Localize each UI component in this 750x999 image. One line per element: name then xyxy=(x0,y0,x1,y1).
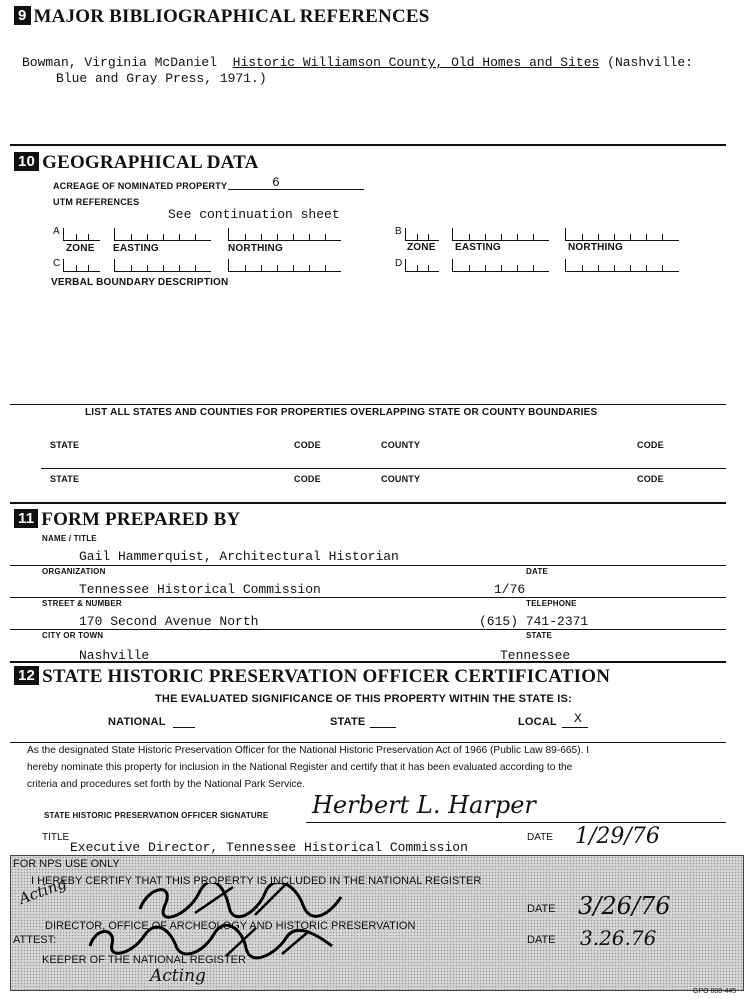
acting-note: Acting xyxy=(16,874,69,908)
divider xyxy=(10,404,726,405)
utm-zone-box xyxy=(63,259,100,272)
section-number: 11 xyxy=(14,509,38,528)
state-label: STATE xyxy=(50,440,80,450)
easting-label: EASTING xyxy=(455,242,501,253)
reference-author: Bowman, Virginia McDaniel xyxy=(22,55,218,70)
section-title: STATE HISTORIC PRESERVATION OFFICER CERTIFICATION xyxy=(42,666,611,687)
county-label: COUNTY xyxy=(381,440,421,450)
state-label: STATE xyxy=(526,631,553,640)
title-label: TITLE xyxy=(42,832,70,843)
nps-date-label: DATE xyxy=(527,903,556,915)
name-title-label: NAME / TITLE xyxy=(42,534,97,543)
reference-line-1 xyxy=(22,55,693,70)
utm-easting-box xyxy=(452,228,549,241)
section-title: GEOGRAPHICAL DATA xyxy=(42,152,259,173)
code-label: CODE xyxy=(637,474,664,484)
organization-value: Tennessee Historical Commission xyxy=(79,582,321,597)
street-value: 170 Second Avenue North xyxy=(79,614,259,629)
city-value: Nashville xyxy=(79,648,150,663)
acting-keeper-note: Acting xyxy=(150,966,206,986)
section-number: 10 xyxy=(14,152,39,171)
street-label: STREET & NUMBER xyxy=(42,599,122,608)
utm-note: See continuation sheet xyxy=(168,207,340,222)
divider xyxy=(41,468,726,469)
acreage-label: ACREAGE OF NOMINATED PROPERTY xyxy=(53,181,228,191)
evaluated-label: THE EVALUATED SIGNIFICANCE OF THIS PROPERTY WITHIN THE STATE IS: xyxy=(155,693,572,705)
signature-line xyxy=(306,822,726,823)
section-11-heading xyxy=(14,509,240,531)
shpo-signature: Herbert L. Harper xyxy=(312,791,536,819)
northing-label: NORTHING xyxy=(228,243,283,254)
section-number: 12 xyxy=(14,666,39,685)
zone-label: ZONE xyxy=(66,243,95,254)
national-blank xyxy=(173,727,195,728)
state-label: STATE xyxy=(50,474,80,484)
utm-label: UTM REFERENCES xyxy=(53,197,140,207)
reference-title: Historic Williamson County, Old Homes and Sites xyxy=(232,55,600,70)
section-12-heading xyxy=(14,666,610,688)
local-level-label: LOCAL xyxy=(518,716,557,728)
section-10-heading xyxy=(14,152,259,174)
utm-northing-box xyxy=(565,228,679,241)
easting-label: EASTING xyxy=(113,243,159,254)
signature-label: STATE HISTORIC PRESERVATION OFFICER SIGNATURE xyxy=(44,811,269,820)
date-label: DATE xyxy=(526,567,548,576)
city-label: CITY OR TOWN xyxy=(42,631,104,640)
section-title: FORM PREPARED BY xyxy=(41,509,241,530)
divider xyxy=(10,144,726,146)
verbal-boundary-label: VERBAL BOUNDARY DESCRIPTION xyxy=(51,277,229,288)
date-label: DATE xyxy=(527,832,553,843)
utm-northing-box xyxy=(228,259,341,272)
telephone-label: TELEPHONE xyxy=(526,599,577,608)
overlap-label: LIST ALL STATES AND COUNTIES FOR PROPERTIES OVERLAPPING STATE OR COUNTY BOUNDARIES xyxy=(85,407,598,418)
national-label: NATIONAL xyxy=(108,716,166,728)
certification-statement-1: As the designated State Historic Preservation Officer for the National Historic Preservation Act of 1966 (Public Law 89-665). I xyxy=(27,745,590,756)
zone-label: ZONE xyxy=(407,242,436,253)
telephone-value: (615) 741-2371 xyxy=(479,614,589,629)
divider xyxy=(10,565,726,566)
divider xyxy=(10,502,726,504)
attest-date-label: DATE xyxy=(527,934,556,946)
section-9-heading xyxy=(14,6,430,28)
local-mark: X xyxy=(574,711,582,726)
state-value: Tennessee xyxy=(500,648,571,663)
acreage-value: 6 xyxy=(272,175,280,190)
utm-easting-box xyxy=(114,259,211,272)
utm-row-d: D xyxy=(395,258,403,269)
keeper-label: KEEPER OF THE NATIONAL REGISTER xyxy=(42,954,246,966)
utm-row-b: B xyxy=(395,226,402,237)
utm-zone-box xyxy=(63,228,100,241)
code-label: CODE xyxy=(294,474,321,484)
nps-certify-text: I HEREBY CERTIFY THAT THIS PROPERTY IS INCLUDED IN THE NATIONAL REGISTER xyxy=(31,875,482,887)
director-signature xyxy=(135,883,345,919)
nps-date-value: 3/26/76 xyxy=(578,892,671,920)
northing-label: NORTHING xyxy=(568,242,623,253)
utm-row-a: A xyxy=(53,226,60,237)
section-title: MAJOR BIBLIOGRAPHICAL REFERENCES xyxy=(33,6,430,27)
utm-easting-box xyxy=(114,228,211,241)
acreage-line xyxy=(228,189,364,190)
reference-publisher: Blue and Gray Press, 1971.) xyxy=(56,71,267,86)
utm-northing-box xyxy=(228,228,341,241)
certification-date: 1/29/76 xyxy=(575,824,660,849)
certification-statement-2: hereby nominate this property for inclusion in the National Register and certify that it has been evaluated according to the xyxy=(27,762,573,773)
divider xyxy=(10,597,726,598)
name-title-value: Gail Hammerquist, Architectural Historian xyxy=(79,549,399,564)
utm-northing-box xyxy=(565,259,679,272)
state-blank xyxy=(370,727,396,728)
date-value: 1/76 xyxy=(494,582,526,597)
attest-label: ATTEST: xyxy=(13,934,57,946)
utm-zone-box xyxy=(405,228,439,241)
divider xyxy=(10,629,726,630)
utm-easting-box xyxy=(452,259,549,272)
director-label: DIRECTOR, OFFICE OF ARCHEOLOGY AND HISTORIC PRESERVATION xyxy=(45,920,416,932)
attest-date-value: 3.26.76 xyxy=(580,926,657,950)
title-value: Executive Director, Tennessee Historical Commission xyxy=(70,840,468,855)
utm-zone-box xyxy=(405,259,439,272)
nps-use-only-label: FOR NPS USE ONLY xyxy=(13,858,120,870)
certification-statement-3: criteria and procedures set forth by the National Park Service. xyxy=(27,779,306,790)
section-number: 9 xyxy=(14,6,31,25)
state-level-label: STATE xyxy=(330,716,366,728)
divider xyxy=(10,742,726,743)
county-label: COUNTY xyxy=(381,474,421,484)
organization-label: ORGANIZATION xyxy=(42,567,106,576)
local-blank xyxy=(562,727,588,728)
gpo-number: GPO 888-445 xyxy=(693,988,737,995)
utm-row-c: C xyxy=(53,258,61,269)
code-label: CODE xyxy=(294,440,321,450)
reference-publisher-start: (Nashville: xyxy=(607,55,693,70)
divider xyxy=(10,661,726,663)
code-label: CODE xyxy=(637,440,664,450)
